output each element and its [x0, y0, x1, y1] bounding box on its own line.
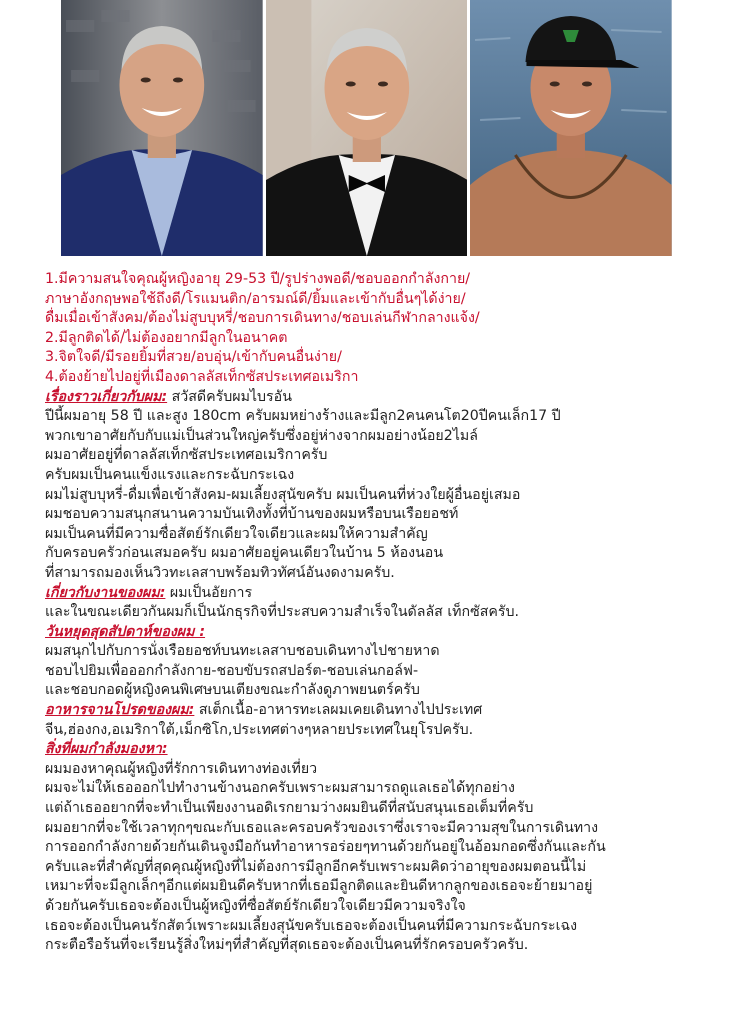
food-section — [45, 701, 705, 740]
about-line: ครับผมเป็นคนแข็งแรงและกระฉับกระเฉง — [45, 466, 295, 483]
work-intro: ผมเป็นอัยการ — [165, 584, 253, 601]
about-section — [45, 388, 705, 584]
looking-line: เหมาะที่จะมีลูกเล็กๆอีกแต่ผมยินดีครับหากที่เธอมีลูกติดและยินดีหากลูกของเธอจะย้ายมาอยู่ — [45, 878, 593, 895]
photo-suit — [61, 0, 263, 256]
photo-tuxedo-image — [266, 0, 468, 256]
about-line: ที่สามารถมองเห็นวิวทะเลสาบพร้อมทิวทัศน์อันงดงามครับ. — [45, 564, 395, 581]
looking-section — [45, 740, 705, 956]
profile-text — [45, 270, 705, 956]
photo-boat — [470, 0, 672, 256]
about-line: ผมอาศัยอยู่ที่ดาลลัสเท็กซัสประเทศอเมริกาครับ — [45, 447, 328, 464]
looking-line: ครับและที่สำคัญที่สุดคุณผู้หญิงที่ไม่ต้องการมีลูกอีกครับเพราะผมคิดว่าอายุของผมตอนนี้ไม่ — [45, 858, 587, 875]
photo-suit-image — [61, 0, 263, 256]
work-section — [45, 584, 705, 623]
about-line: ผมชอบความสนุกสนานความบันเทิงทั้งที่บ้านของผมหรือบนเรือยอชท์ — [45, 506, 459, 523]
about-line: ผมไม่สูบบุหรี่-ดื่มเพื่อเข้าสังคม-ผมเลี้ยงสุนัขครับ ผมเป็นคนที่ห่วงใยผู้อื่นอยู่เสมอ — [45, 486, 521, 503]
looking-heading: สิ่งที่ผมกำลังมองหา: — [45, 741, 168, 758]
weekend-section — [45, 623, 705, 701]
photo-boat-image — [470, 0, 672, 256]
requirement-line: 1.มีความสนใจคุณผู้หญิงอายุ 29-53 ปี/รูปร่างพอดี/ชอบออกกำลังกาย/ — [45, 271, 471, 287]
work-heading: เกี่ยวกับงานของผม: — [45, 584, 166, 601]
work-line: และในขณะเดียวกันผมก็เป็นนักธุรกิจที่ประสบความสำเร็จในดัลลัส เท็กซัสครับ. — [45, 604, 520, 621]
looking-line: ด้วยกันครับเธอจะต้องเป็นผู้หญิงที่ซื่อสัตย์รักเดียวใจเดียวมีความจริงใจ — [45, 898, 466, 914]
requirement-line: 4.ต้องย้ายไปอยู่ที่เมืองดาลลัสเท็กซัสประเทศอเมริกา — [45, 368, 359, 385]
requirement-line: ดื่มเมื่อเข้าสังคม/ต้องไม่สูบบุหรี่/ชอบการเดินทาง/ชอบเล่นกีฬากลางแจ้ง/ — [45, 310, 480, 327]
requirement-line: 3.จิตใจดี/มีรอยยิ้มที่สวย/อบอุ่น/เข้ากับคนอื่นง่าย/ — [45, 349, 342, 366]
looking-line: ผมจะไม่ให้เธอออกไปทำงานข้างนอกครับเพราะผมสามารถดูแลเธอได้ทุกอย่าง — [45, 780, 515, 797]
food-heading: อาหารจานโปรดของผม: — [45, 702, 195, 719]
about-heading: เรื่องราวเกี่ยวกับผม: — [45, 388, 168, 405]
photo-strip — [61, 0, 672, 256]
weekend-heading: วันหยุดสุดสัปดาห์ของผม : — [45, 623, 206, 640]
requirement-line: ภาษาอังกฤษพอใช้ถึงดี/โรแมนติก/อารมณ์ดี/ยิ้มและเข้ากับอื่นๆได้ง่าย/ — [45, 290, 466, 307]
looking-line: ผมมองหาคุณผู้หญิงที่รักการเดินทางท่องเที่ยว — [45, 760, 318, 777]
food-intro: สเต็กเนื้อ-อาหารทะเลผมเคยเดินทางไปประเทศ — [194, 702, 483, 719]
looking-line: ผมอยากที่จะใช้เวลาทุกๆขณะกับเธอและครอบครัวของเราซึ่งเราจะมีความสุขในการเดินทาง — [45, 819, 599, 836]
about-intro: สวัสดีครับผมไบรอัน — [167, 388, 292, 405]
about-line: กับครอบครัวก่อนเสมอครับ ผมอาศัยอยู่คนเดียวในบ้าน 5 ห้องนอน — [45, 545, 444, 562]
weekend-line: ชอบไปยิมเพื่อออกกำลังกาย-ชอบขับรถสปอร์ต-ชอบเล่นกอล์ฟ- — [45, 662, 419, 679]
looking-line: การออกกำลังกายด้วยกันเดินจูงมือกันทำอาหารอร่อยๆทานด้วยกันอยู่ในอ้อมกอดซึ่งกันและกัน — [45, 839, 606, 856]
about-line: ปีนี้ผมอายุ 58 ปี และสูง 180cm ครับผมหย่างร้างและมีลูก2คนคนโต20ปีคนเล็ก17 ปี — [45, 408, 561, 425]
weekend-line: ผมสนุกไปกับการนั่งเรือยอชท์บนทะเลสาบชอบเดินทางไปชายหาด — [45, 643, 440, 660]
looking-line: กระตือรือร้นที่จะเรียนรู้สิ่งใหม่ๆที่สำคัญที่สุดเธอจะต้องเป็นคนที่รักครอบครัวครับ. — [45, 937, 529, 954]
requirement-line: 2.มีลูกติดได้/ไม่ต้องอยากมีลูกในอนาคต — [45, 329, 288, 346]
looking-line: แต่ถ้าเธออยากที่จะทำเป็นเพียงงานอดิเรกยามว่างผมยินดีที่สนับสนุนเธอเต็มที่ครับ — [45, 800, 534, 817]
about-line: พวกเขาอาศัยกับกับแม่เป็นส่วนใหญ่ครับซึ่งอยู่ห่างจากผมอย่างน้อย2ไมล์ — [45, 427, 478, 444]
looking-line: เธอจะต้องเป็นคนรักสัตว์เพราะผมเลี้ยงสุนัขครับเธอจะต้องเป็นคนที่มีความกระฉับกระเฉง — [45, 917, 578, 934]
weekend-line: และชอบกอดผู้หญิงคนพิเศษบนเตียงขณะกำลังดูภาพยนตร์ครับ — [45, 682, 420, 699]
photo-tuxedo — [266, 0, 468, 256]
about-line: ผมเป็นคนที่มีความซื่อสัตย์รักเดียวใจเดียวและผมให้ความสำคัญ — [45, 525, 428, 542]
requirements-list — [45, 270, 705, 388]
food-line: จีน,ฮ่องกง,อเมริกาใต้,เม็กซิโก,ประเทศต่างๆหลายประเทศในยุโรปครับ. — [45, 721, 474, 738]
